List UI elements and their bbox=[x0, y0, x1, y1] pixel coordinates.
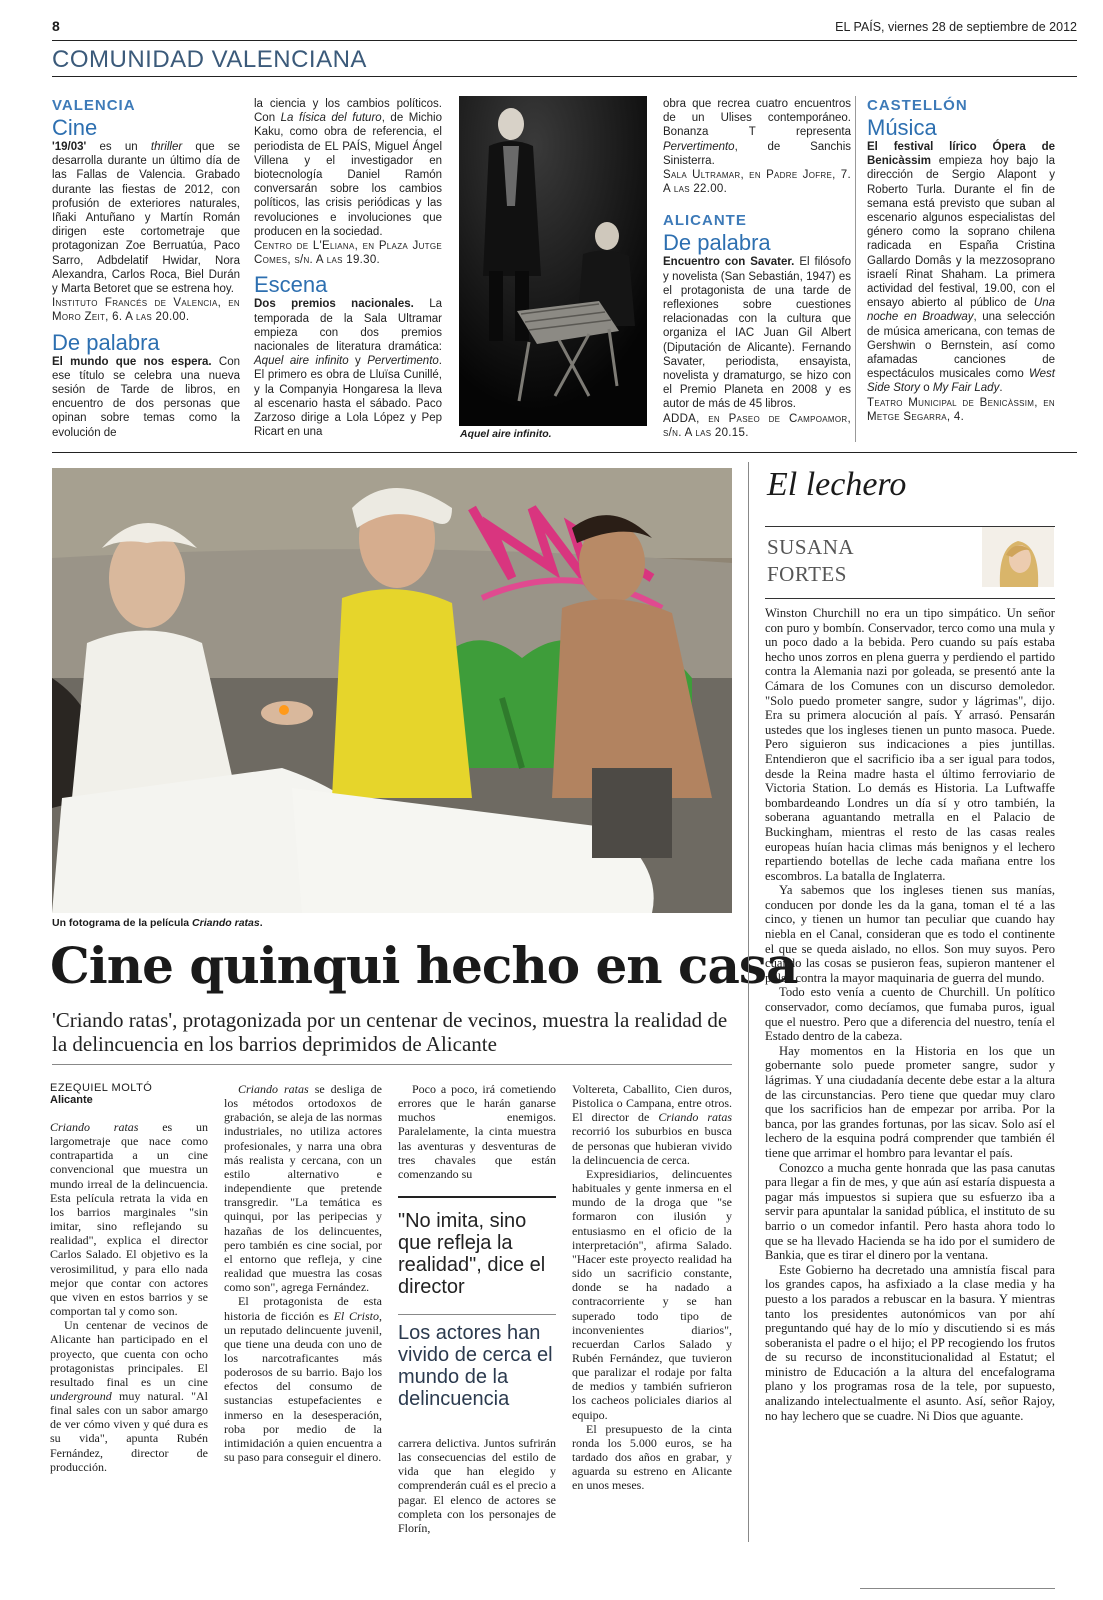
theatre-photo bbox=[459, 96, 647, 426]
category-escena: Escena bbox=[254, 272, 328, 298]
article-column-4 bbox=[572, 1082, 732, 1493]
paragraph: Este Gobierno ha decretado una amnistía fiscal para los grandes capos, ha asfixiado a la clase media y ha puesto a los parados a rebuscar en la basura. Y mientras tanto los presidentes autonómicos van por ahí preguntando qué hay de lo mío y discutiendo si es más soberanista el padre o el hijo; el PP recogiendo los frutos de su recurso de inconstitucionalidad al Estatut; el ministro de Educación a la altura del encefalograma plano y los programas rosa de la tele, por supuesto, analizando intelectualmente el asunto. Así, señor Rajoy, no hay lechero que se cuadre. Ni Dios que aguante. bbox=[765, 1262, 1055, 1423]
city-heading-alicante: ALICANTE bbox=[663, 212, 747, 230]
author-photo bbox=[982, 527, 1054, 587]
city-heading-valencia: VALENCIA bbox=[52, 97, 136, 114]
section-title: COMUNIDAD VALENCIANA bbox=[52, 46, 367, 73]
byline-place: Alicante bbox=[50, 1094, 93, 1106]
pull-quote: "No imita, sino que refleja la realidad", dice el director bbox=[398, 1210, 546, 1298]
paragraph: Todo esto venía a cuento de Churchill. Un político conservador, como decíamos, que fumaba puros, igual que el nuestro. Pero que a diferencia del nuestro, tenía el Estado dentro de la cabeza. bbox=[765, 985, 1055, 1044]
bottom-rule bbox=[860, 1588, 1055, 1589]
pullquote-rule bbox=[398, 1196, 556, 1198]
escena-listing: Dos premios nacionales. La temporada de la Sala Ultramar empieza con dos premios nacionales de literatura dramática: Aquel aire infinito y Pervertimento. El primero es obra de Lluïsa Cunillé, y la Companyia Hongaresa la lleva al escenario hasta el sábado. Paco Zarzoso dirige a Lola López y Pep Ricart en una bbox=[254, 298, 442, 439]
listing-title: '19/03' bbox=[52, 141, 87, 153]
paragraph: Hay momentos en la Historia en los que un gobernante solo puede prometer sangre, sudor y lágrimas. Y una ciudadanía decente debe estar a la altura de las circunstancias. Pero tiene que quedar muy claro que los sacrificios han de empezar por arriba. Por la banca, por las grandes fortunas, por las sicav. Solo así el lechero de la esquina podrá comprender que también él tiene que arrimar el hombro para levantar el país. bbox=[765, 1043, 1055, 1160]
top-rule bbox=[52, 40, 1077, 41]
agenda-bottom-rule bbox=[52, 452, 1077, 453]
agenda-col-castellon bbox=[867, 97, 1055, 424]
column-divider bbox=[855, 96, 856, 442]
category-cine: Cine bbox=[52, 115, 98, 140]
pull-fact: Los actores han vivido de cerca el mundo de la delincuencia bbox=[398, 1322, 553, 1410]
masthead-date: EL PAÍS, viernes 28 de septiembre de 2012 bbox=[835, 20, 1077, 34]
paragraph: Ya sabemos que los ingleses tienen sus manías, conducen por donde les da la gana, toman el té a las cinco, y tienen un humor tan peculiar que cuando hay niebla en el Canal, consideran que es todo el continente el que se queda aislado, no ellos. Son muy suyos. Pero cuando las cosas se pusieron feas, supieron mantener el pulso contra la mayor maquinaria de guerra del mundo. bbox=[765, 883, 1055, 985]
column-title: El lechero bbox=[767, 466, 907, 503]
city-heading-castellon: CASTELLÓN bbox=[867, 97, 968, 114]
venue-line: Instituto Francés de Valencia, en Moro Zeit, 6. A las 20.00. bbox=[52, 297, 240, 324]
article-column-3-continued bbox=[398, 1436, 556, 1535]
article-headline: Cine quinqui hecho en casa bbox=[50, 936, 798, 995]
paragraph: Criando ratas se desliga de los métodos ortodoxos de grabación, se aleja de las normas industriales, no utiliza actores profesionales, y narra una obra más realista y cercana, con un estilo alternativo e independiente que pretende transgredir. "La temática es quinqui, por las peripecias y hazañas de los delincuentes, pero también es cine social, por el entorno que refleja, y cine realidad que muestra las cosas como son", agrega Fernández. bbox=[224, 1082, 382, 1295]
paragraph: Un centenar de vecinos de Alicante han participado en el proyecto, que cuenta con ocho protagonistas principales. El resultado final es un cine underground muy natural. "Al final sales con un sabor amargo de ver cómo viven y qué dura es su vida", apunta Rubén Fernández, director de producción. bbox=[50, 1318, 208, 1474]
section-rule bbox=[52, 76, 1077, 77]
pullquote-rule bbox=[398, 1314, 556, 1315]
listing-continued: obra que recrea cuatro encuentros de un Ulises contemporáneo. Bonanza T representa Pervertimento, de Sanchis Sinisterra. bbox=[663, 98, 851, 167]
paragraph: Voltereta, Caballito, Cien duros, Pistolica o Campana, entre otros. El director de Criando ratas recorrió los suburbios en busca de personas que hubieran vivido la delincuencia de cerca. bbox=[572, 1082, 732, 1167]
venue-line: ADDA, en Paseo de Campoamor, s/n. A las 20.15. bbox=[663, 412, 851, 439]
byline-author: EZEQUIEL MOLTÓ bbox=[50, 1082, 153, 1094]
article-column-3 bbox=[398, 1082, 556, 1181]
savater-listing: Encuentro con Savater. El filósofo y novelista (San Sebastián, 1947) es el protagonista de una tarde de reflexiones sobre cuestiones relacionadas con la cultura que organiza el IAC Juan Gil Albert (Diputación de Alicante). Fernando Savater, periodista, ensayista, novelista y dramaturgo, se hizo con el Premio Planeta en 2008 y es autor de más de 45 libros. bbox=[663, 256, 851, 411]
article-subhead: 'Criando ratas', protagonizada por un centenar de vecinos, muestra la realidad de la delincuencia en los barrios deprimidos de Alicante bbox=[52, 1008, 728, 1056]
musica-listing: El festival lírico Ópera de Benicàssim empieza hoy bajo la dirección de Sergio Alapont y Roberto Turla. Durante el fin de semana está previsto que suban al escenario algunos especialistas del género como la soprano chilena radicada en España Cristina Gallardo Domâs y la mezzosoprano israelí Rinat Shaham. La primera actividad del festival, 19.00, con el ensayo abierto al público de Una noche en Broadway, una selección de música americana, con temas de Gershwin o Bernstein, así como afamadas canciones de espectáculos musicales como West Side Story o My Fair Lady. bbox=[867, 141, 1055, 395]
opinion-divider bbox=[748, 462, 749, 1542]
paragraph: Poco a poco, irá cometiendo errores que le harán ganarse muchos enemigos. Paralelamente, la cinta muestra las aventuras y desventuras de tres chavales que están comenzando su bbox=[398, 1082, 556, 1181]
film-still-photo bbox=[52, 468, 732, 913]
category-musica: Música bbox=[867, 115, 937, 140]
agenda-col-valencia bbox=[52, 97, 240, 440]
cine-listing: '19/03' es un thriller que se desarrolla durante un último día de las Fallas de Valencia. Grabado durante las fiestas de 2012, con profusión de exteriores naturales, Iñaki Antuñano y Martín Román dirigen este cortometraje que protagonizan Zoe Berruatúa, Paco Sarro, Adbdelatif Hwidar, Nora Alexandra, Carlos Roca, Biel Durán y Marta Betoret que se estrena hoy. bbox=[52, 141, 240, 296]
article-column-2 bbox=[224, 1082, 382, 1464]
category-de-palabra: De palabra bbox=[52, 329, 160, 355]
category-de-palabra: De palabra bbox=[663, 230, 771, 256]
paragraph: Criando ratas es un largometraje que nace como contrapartida a un cine convencional que muestra un mundo irreal de la delincuencia. Esta película retrata la vida en los barrios marginales "sin imitar, sino reflejando su realidad", explica el director Carlos Salado. El objetivo es la verosimilitud, y para ello nada mejor que contar con actores que viven en estos barrios y se comportan tal y como son. bbox=[50, 1120, 208, 1319]
page-number: 8 bbox=[52, 18, 60, 34]
column-rule bbox=[765, 598, 1055, 599]
column-body bbox=[765, 606, 1055, 1423]
venue-line: Centro de L'Eliana, en Plaza Jutge Comes, s/n. A las 19.30. bbox=[254, 240, 442, 267]
theatre-photo-caption: Aquel aire infinito. bbox=[460, 428, 552, 440]
paragraph: Conozco a mucha gente honrada que las pasa canutas para llegar a fin de mes, y que aún así estaría dispuesta a pagar más impuestos si supiera que su esfuerzo iba a servir para apuntalar la sanidad pública, el instituto de su barrio o un comedor infantil. Pero hasta ahora todo lo que se ha llevado Hacienda se ha ido por el sumidero de Bankia, que es tirar el dinero por la ventana. bbox=[765, 1160, 1055, 1263]
column-author: SUSANA FORTES bbox=[767, 535, 855, 586]
paragraph: Winston Churchill no era un tipo simpático. Un señor con puro y bombín. Conservador, terco como una mula y un poco dado a la bebida. Pero cuando su país estaba hecho unos zorros en plena guerra y perdiendo el partido contra la Alemania nazi por goleada, se presentó ante la Cámara de los Comunes con un discurso demoledor. "Solo puedo prometer sangre, sudor y lágrimas", dijo. Era su primera alocución al país. Y arrasó. Pensarán ustedes que los ingleses tienen un punto masoca. Puede. Pero siguieron sus indicaciones a pies juntillas. Entendieron que el sacrificio iba a ser igual para todos, desde la Reina madre hasta el último ferroviario de Victoria Station. Lo demás es Historia. La Luftwaffe bombardeando Londres un día sí y otro también, la soberana aguantando metralla en el Palacio de Buckingham, mientras el resto de las casas reales europeas huían hacia climas más benignos y el lechero repartiendo botellas de leche cada mañana entre los escombros. La batalla de Inglaterra. bbox=[765, 606, 1055, 883]
palabra-listing: El mundo que nos espera. Con ese título se celebra una nueva sesión de Tarde de libros, en encuentro de dos personas que opinan sobre temas como la evolución de bbox=[52, 355, 240, 439]
subhead-rule bbox=[52, 1064, 732, 1065]
listing-continued: la ciencia y los cambios políticos. Con La física del futuro, de Michio Kaku, como obra de referencia, el periodista de EL PAÍS, Miguel Ángel Villena y el investigador en biotecnología Daniel Ramón conversarán sobre los cambios políticos, las crisis periódicas y las revoluciones e involuciones que producen en la sociedad. bbox=[254, 98, 442, 238]
photo-caption: Un fotograma de la película Criando ratas. bbox=[52, 917, 263, 929]
paragraph: carrera delictiva. Juntos sufrirán las consecuencias del estilo de vida que han elegido y comprenderán cuál es el precio a pagar. El elenco de actores se completa con los personajes de Florín, bbox=[398, 1436, 556, 1535]
article-column-1 bbox=[50, 1082, 208, 1474]
venue-line: Teatro Municipal de Benicàssim, en Metge Segarra, 4. bbox=[867, 396, 1055, 423]
paragraph: Expresidiarios, delincuentes habituales y gente inmersa en el mundo de la droga que "se formaron con ilusión y entusiasmo en el oficio de la interpretación", afirma Salado. "Hacer este proyecto realidad ha sido un sacrificio constante, donde se ha nadado a contracorriente y se han superado todo tipo de inconvenientes diarios", recuerdan Carlos Salado y Rubén Fernández, que tuvieron que paralizar el rodaje por falta de medios y también sufrieron los cacheos policiales diarios al equipo. bbox=[572, 1166, 732, 1422]
agenda-col-alicante bbox=[663, 97, 851, 440]
paragraph: El protagonista de esta historia de ficción es El Cristo, un reputado delincuente juvenil, que tiene una deuda con uno de los narcotraficantes más poderosos de su barrio. Bajo los efectos del consumo de sustancias estupefacientes e inmerso en la desesperación, roba por medio de la intimidación a quien encuentra a su paso para conseguir el dinero. bbox=[224, 1294, 382, 1465]
venue-line: Sala Ultramar, en Padre Jofre, 7. A las 22.00. bbox=[663, 169, 851, 196]
agenda-col-2 bbox=[254, 97, 442, 439]
paragraph: El presupuesto de la cinta ronda los 5.000 euros, se ha tardado dos años en grabar, y aguarda su estreno en Alicante en unos meses. bbox=[572, 1421, 732, 1493]
